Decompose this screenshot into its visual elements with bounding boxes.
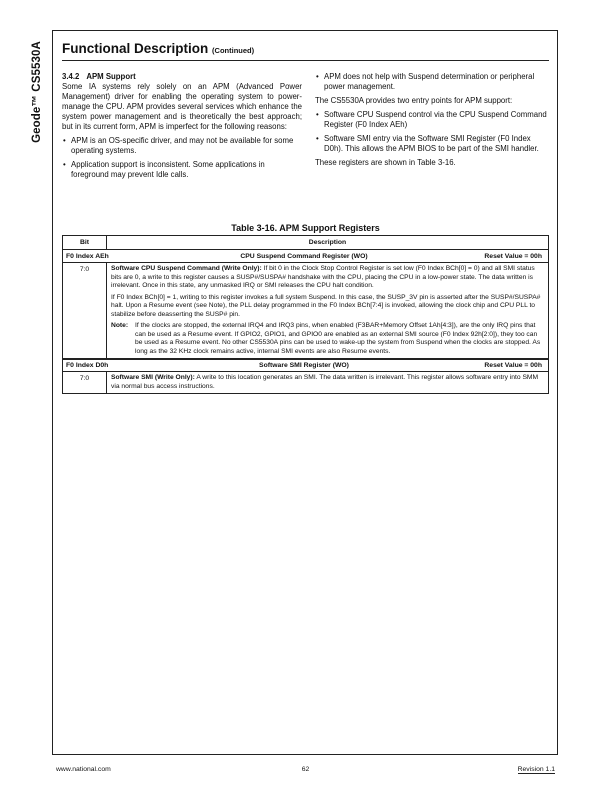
column-header-description: Description [308,239,347,246]
section-heading: 3.4.2 APM Support [62,72,136,81]
register-description: Software SMI (Write Only): A write to this location generates an SMI. The data written is irrelevant. This register allows software entry into SMM via normal bus access instructions. [111,374,539,390]
table-header-row [63,236,548,250]
table-reference: These registers are shown in Table 3-16. [315,158,456,167]
column-header-bit: Bit [63,236,107,249]
register-description: Software CPU Suspend Command (Write Only): If bit 0 in the Clock Stop Control Register is set low (F0 Index BCh[0] = 0) and all SMI status bits are 0, a write to this register causes a SUSP#/SUSPA# handshake with the CPU, placing the CPU in a low-power state. The data written is irrelevant. Once in this state, any unmasked IRQ or SMI releases the CPU halt condition. If F0 Index BCh[0] = 1, writing to this register invokes a full system Suspend. In this case, the SUSP_3V pin is asserted after the SUSP#/SUSPA# halt. Upon a Resume event (see Note), the PLL delay programmed in the F0 Index BCh[7:4] is invoked, allowing the clock chip and CPU PLL to stabilize before deasserting the SUSP# pin. Note: If the clocks are stopped, the external IRQ4 and IRQ3 pins, when enabled (F3BAR+Memory Offset 1Ah[4:3]), are the only IRQ pins that can be used as a Resume event. If GPIO2, GPIO1, and GPIO0 are enabled as an external SMI source (F0 Index 92h[2:0]), they too can be used as a Resume event. No other CS5530A pins can be used to wake-up the system from Suspend when the clocks are stopped. As long as the 32 KHz clock remains active, internal SMI events are also Resume events. [107,263,548,358]
list-item: • APM is an OS-specific driver, and may not be available for some operating systems. [63,136,294,155]
register-index: F0 Index AEh [66,252,109,260]
entry-points-intro: The CS5530A provides two entry points for APM support: [315,96,513,105]
section-intro: Some IA systems rely solely on an APM (Advanced Power Management) driver for enabling the operating system to power-manage the CPU. APM provides several services which enhance the system power management and is theoretically the best approach; but in its current form, APM is imperfect for the following reasons: [62,82,302,131]
title-suffix: (Continued) [212,46,255,55]
footer-page-number: 62 [301,766,310,773]
table-caption: Table 3-16. APM Support Registers [231,223,380,233]
left-column [62,72,302,180]
register-note: Note: If the clocks are stopped, the external IRQ4 and IRQ3 pins, when enabled (F3BAR+Memory Offset 1Ah[4:3]), are the only IRQ pins that can be used as a Resume event. If GPIO2, GPIO1, and GPIO0 are enabled as an external SMI source (F0 Index 92h[2:0]), they too can be used as a Resume event. No other CS5530A pins can be used to wake-up the system from Suspend when the clocks are stopped. As long as the 32 KHz clock remains active, internal SMI events are also Resume events. [111,322,541,355]
register-reset-value: Reset Value = 00h [484,252,542,260]
register-name: CPU Suspend Command Register (WO) [240,252,368,260]
list-item: • Software SMI entry via the Software SMI Register (F0 Index D0h). This allows the APM BIOS to be part of the SMI handler. [316,134,539,153]
product-side-tab: Geode™ CS5530A [31,41,43,143]
register-table [62,235,549,394]
register-index: F0 Index D0h [66,362,109,369]
bit-range: 7:0 [63,263,107,358]
bit-range: 7:0 [63,372,107,393]
list-item: • Application support is inconsistent. Some applications in foreground may prevent Idle calls. [63,160,265,179]
title-rule [62,60,549,61]
page-title: Functional Description (Continued) [62,41,255,56]
table-row [63,372,548,393]
footer-url: www.national.com [56,766,111,773]
list-item: • Software CPU Suspend control via the CPU Suspend Command Register (F0 Index AEh) [316,110,547,129]
right-column [315,72,549,168]
register-reset-value: Reset Value = 00h [484,362,542,369]
register-name: Software SMI Register (WO) [259,362,349,369]
register-header-row [63,359,548,372]
table-row [63,263,548,359]
footer-revision: Revision 1.1 [517,766,555,773]
list-item: • APM does not help with Suspend determination or peripheral power management. [316,72,535,91]
register-header-row [63,250,548,263]
